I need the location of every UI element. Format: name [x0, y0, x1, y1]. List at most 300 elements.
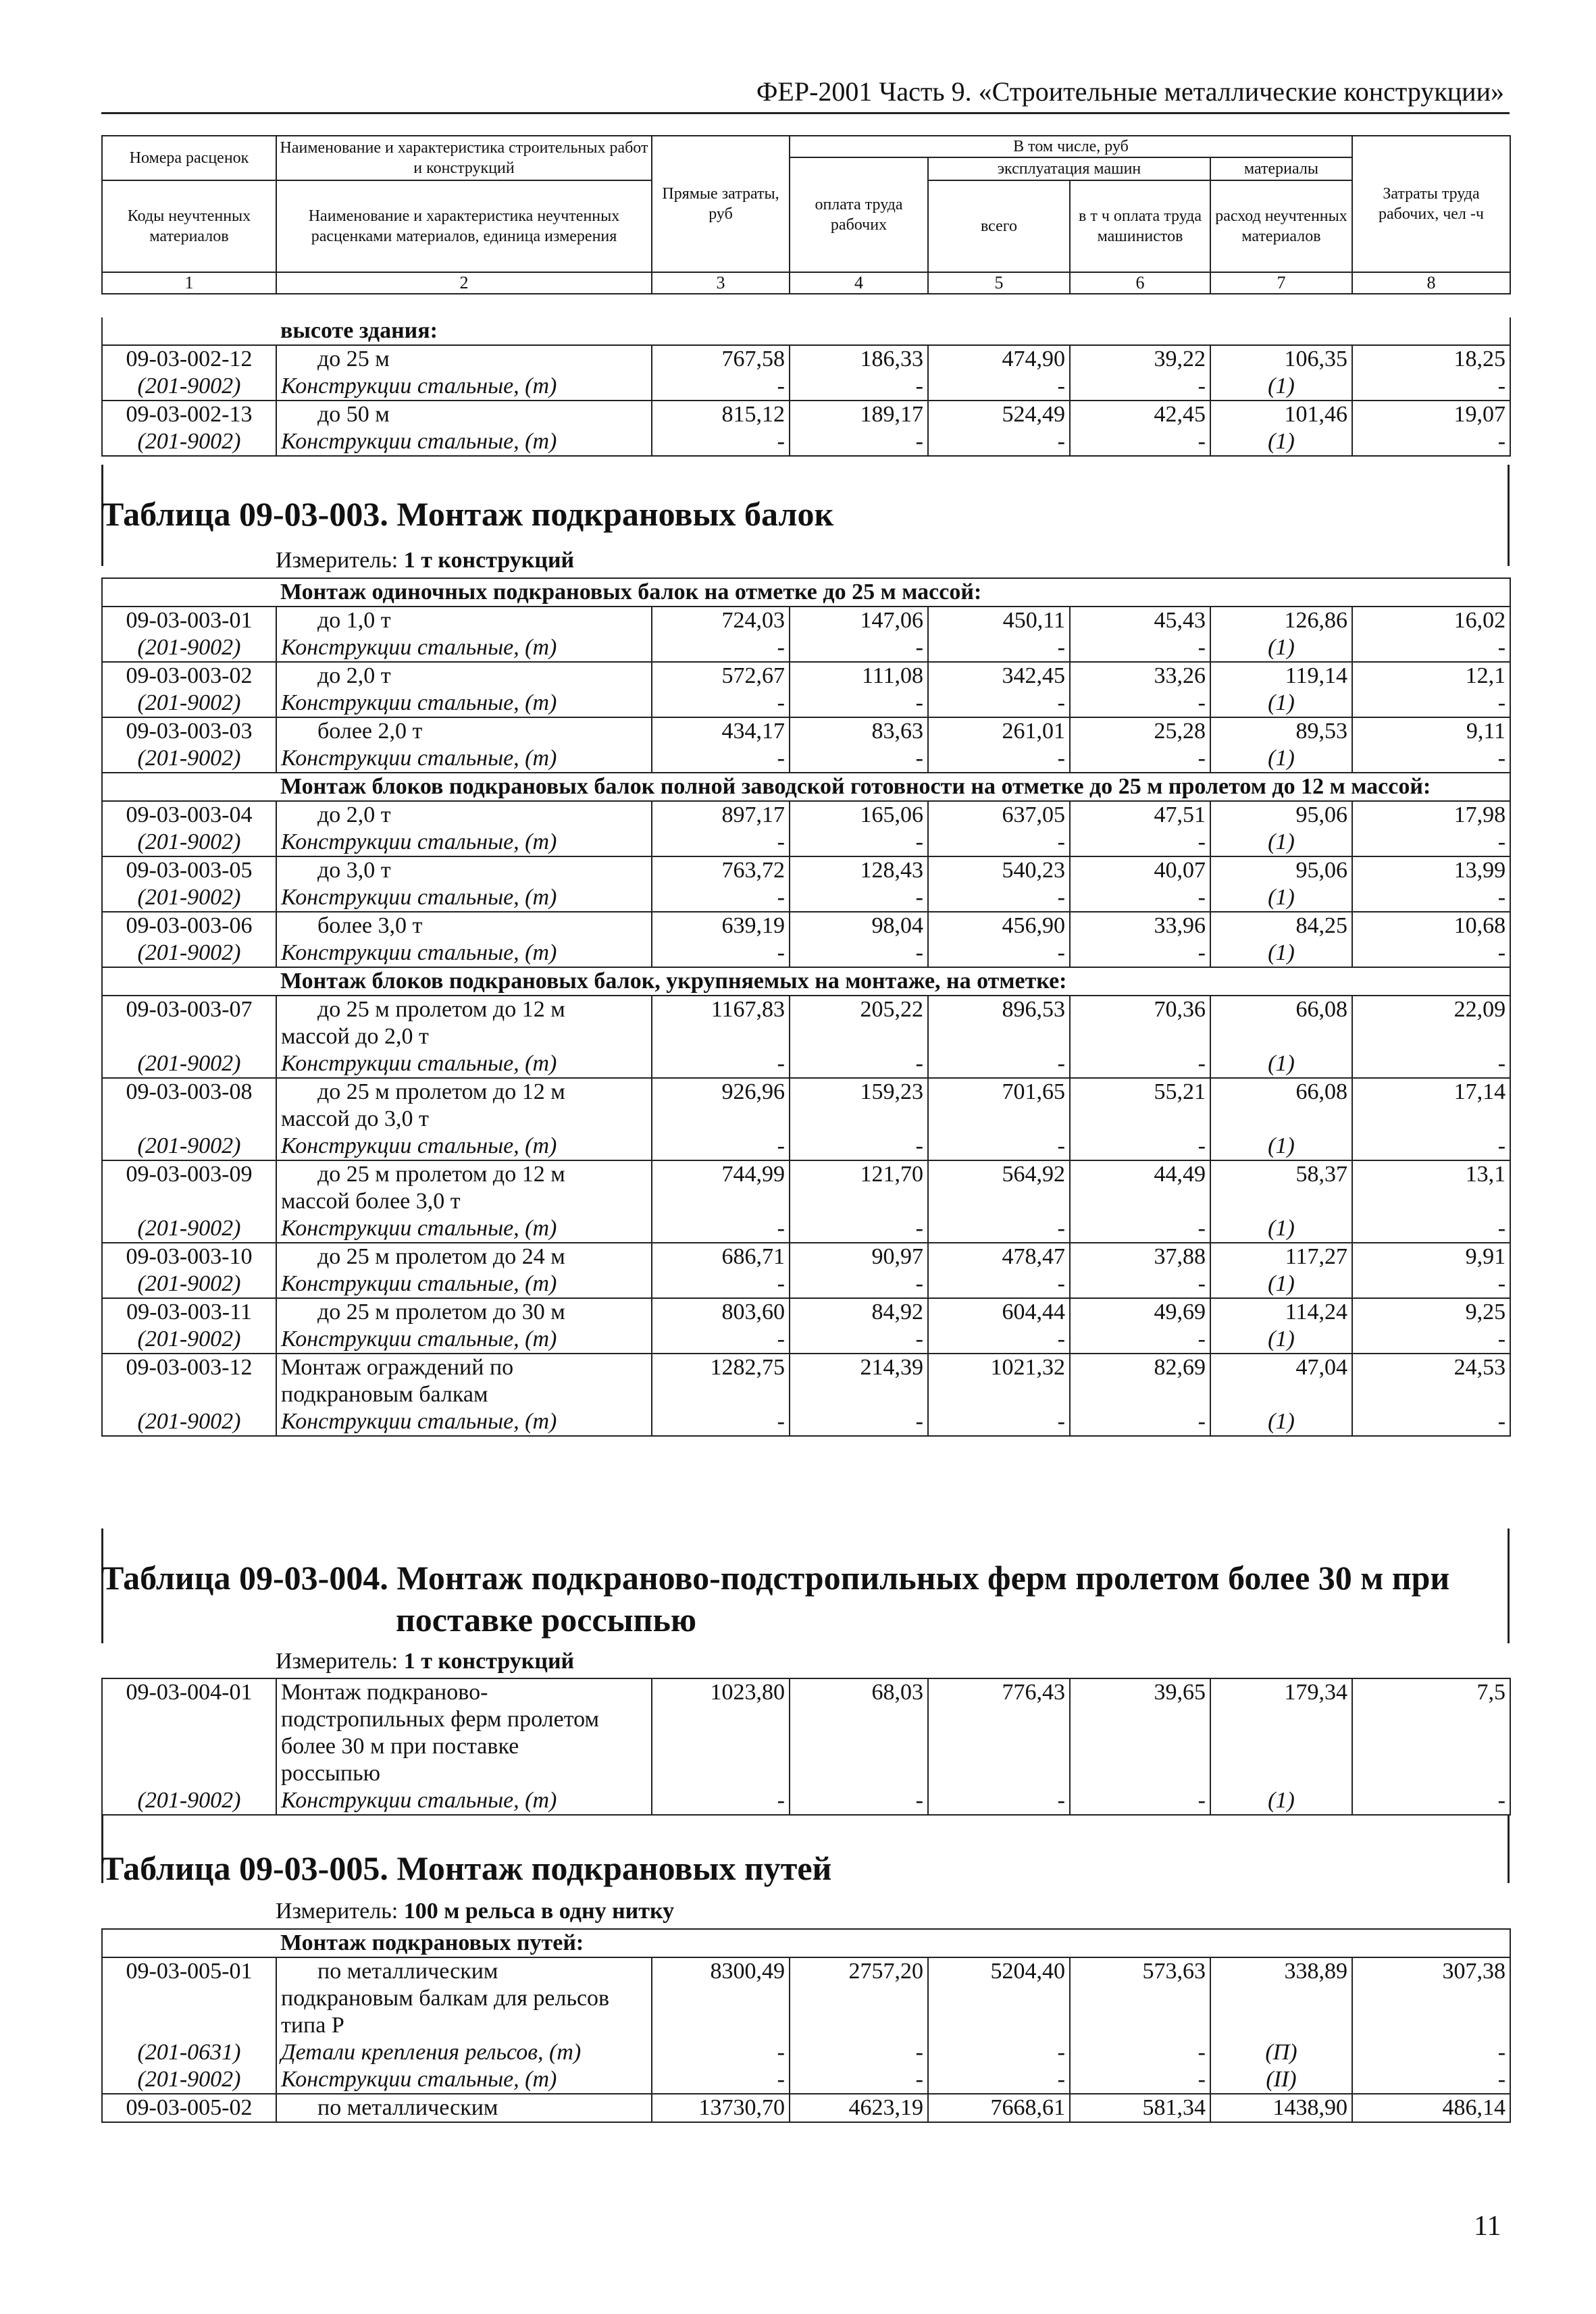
column-number-row [102, 272, 1510, 294]
material-value: - [652, 940, 790, 967]
caption-line: Таблица 09-03-004. Монтаж подкраново-подстропильных ферм пролетом более 30 м при [101, 1559, 1450, 1597]
rate-code: 09-03-003-04 [102, 801, 276, 829]
labor-hours: 22,09 [1352, 996, 1510, 1050]
materials-cost: 101,46 [1210, 401, 1352, 428]
material-code: (201-9002) [102, 373, 276, 401]
material-quantity: (1) [1210, 1787, 1352, 1815]
material-code: (201-9002) [102, 1270, 276, 1298]
direct-cost: 767,58 [652, 345, 790, 373]
col2-header-bottom: Наименование и характеристика неучтенных расценками материалов, единица измерения [276, 180, 652, 272]
rate-name-line: подкрановым балкам для рельсов [281, 1986, 610, 2011]
material-quantity: (1) [1210, 690, 1352, 717]
machinist-pay: 82,69 [1070, 1354, 1210, 1408]
direct-cost: 724,03 [652, 607, 790, 634]
labor-pay: 186,33 [790, 345, 928, 373]
table-row [102, 1957, 1510, 2039]
material-value: - [790, 1787, 928, 1815]
table-row [102, 401, 1510, 428]
material-code: (201-9002) [102, 1050, 276, 1078]
machinist-pay: 39,22 [1070, 345, 1210, 373]
materials-cost: 338,89 [1210, 1957, 1352, 2039]
material-value: - [928, 2039, 1070, 2066]
direct-cost: 686,71 [652, 1243, 790, 1270]
rate-name-line: по металлическим [317, 1959, 498, 1984]
material-value: - [928, 1215, 1070, 1243]
material-code: (201-9002) [102, 428, 276, 456]
table-caption-004 [101, 1557, 1449, 1641]
rate-code: 09-03-005-01 [102, 1957, 276, 2039]
table-row [102, 1078, 1510, 1133]
material-quantity: (1) [1210, 373, 1352, 401]
machines-total: 604,44 [928, 1298, 1070, 1326]
material-value: - [652, 428, 790, 456]
rate-name-line: подкрановым балкам [281, 1382, 488, 1407]
col-number: 6 [1070, 272, 1210, 294]
machines-total: 896,53 [928, 996, 1070, 1050]
table-row [102, 996, 1510, 1050]
direct-cost: 13730,70 [652, 2094, 790, 2122]
labor-pay: 4623,19 [790, 2094, 928, 2122]
column-header-table [101, 135, 1511, 294]
material-value: - [1070, 428, 1210, 456]
rate-name: до 1,0 т [276, 607, 652, 634]
machines-total: 524,49 [928, 401, 1070, 428]
rate-code: 09-03-003-05 [102, 856, 276, 884]
rate-code: 09-03-003-12 [102, 1354, 276, 1408]
material-value: - [928, 2066, 1070, 2094]
material-value: - [928, 373, 1070, 401]
labor-hours: 7,5 [1352, 1678, 1510, 1787]
group-header: В том числе, руб [790, 136, 1352, 157]
labor-hours: 17,14 [1352, 1078, 1510, 1133]
direct-cost: 803,60 [652, 1298, 790, 1326]
rate-name: до 25 м [276, 345, 652, 373]
rate-name-line: массой до 2,0 т [281, 1024, 429, 1049]
material-code: (201-9002) [102, 940, 276, 967]
machinist-pay: 573,63 [1070, 1957, 1210, 2039]
rate-name: до 2,0 т [276, 801, 652, 829]
direct-cost: 763,72 [652, 856, 790, 884]
rate-code: 09-03-003-01 [102, 607, 276, 634]
rate-name-line: Монтаж ограждений по [281, 1355, 514, 1380]
rate-name [276, 1354, 652, 1408]
material-row [102, 373, 1510, 401]
material-name: Конструкции стальные, (т) [276, 373, 652, 401]
machinist-pay: 37,88 [1070, 1243, 1210, 1270]
labor-pay: 165,06 [790, 801, 928, 829]
rate-name: до 3,0 т [276, 856, 652, 884]
machinist-pay: 581,34 [1070, 2094, 1210, 2122]
materials-cost: 119,14 [1210, 662, 1352, 690]
col1-header-bottom: Коды неучтенных материалов [102, 180, 276, 272]
material-value: - [652, 884, 790, 912]
materials-cost: 95,06 [1210, 801, 1352, 829]
rate-name [276, 1078, 652, 1133]
page-number: 11 [1474, 2211, 1501, 2242]
rate-name-line: до 25 м пролетом до 12 м [317, 1162, 565, 1187]
col-number: 4 [790, 272, 928, 294]
col-number: 1 [102, 272, 276, 294]
materials-cost: 117,27 [1210, 1243, 1352, 1270]
machines-total: 478,47 [928, 1243, 1070, 1270]
machines-total: 450,11 [928, 607, 1070, 634]
material-value: - [790, 2039, 928, 2066]
col-number: 8 [1352, 272, 1510, 294]
machines-total: 701,65 [928, 1078, 1070, 1133]
rate-code: 09-03-002-12 [102, 345, 276, 373]
material-value: - [1352, 373, 1510, 401]
direct-cost: 897,17 [652, 801, 790, 829]
material-value: - [928, 829, 1070, 856]
material-name: Конструкции стальные, (т) [276, 1133, 652, 1160]
material-value: - [1070, 1408, 1210, 1436]
labor-hours: 307,38 [1352, 1957, 1510, 2039]
material-value: - [652, 1215, 790, 1243]
material-value: - [1070, 373, 1210, 401]
machines-total: 261,01 [928, 717, 1070, 745]
material-value: - [652, 1133, 790, 1160]
machines-total: 456,90 [928, 912, 1070, 940]
material-code: (201-9002) [102, 884, 276, 912]
material-name: Конструкции стальные, (т) [276, 2066, 652, 2094]
material-code: (201-9002) [102, 634, 276, 662]
material-value: - [1070, 1215, 1210, 1243]
material-code: (201-9002) [102, 1326, 276, 1354]
section-spacer [102, 967, 276, 996]
labor-hours: 13,1 [1352, 1160, 1510, 1215]
section-row [102, 578, 1510, 607]
labor-pay: 147,06 [790, 607, 928, 634]
machinist-pay: 44,49 [1070, 1160, 1210, 1215]
machines-total: 1021,32 [928, 1354, 1070, 1408]
material-row [102, 2039, 1510, 2066]
col-number: 2 [276, 272, 652, 294]
material-code: (201-0631) [102, 2039, 276, 2066]
material-value: - [1352, 634, 1510, 662]
material-quantity: (1) [1210, 884, 1352, 912]
table-row [102, 2094, 1510, 2122]
material-quantity: (1) [1210, 634, 1352, 662]
material-name: Конструкции стальные, (т) [276, 745, 652, 773]
rate-name-line: до 25 м пролетом до 12 м [317, 997, 565, 1022]
material-value: - [652, 2039, 790, 2066]
material-name: Конструкции стальные, (т) [276, 940, 652, 967]
machinist-pay: 25,28 [1070, 717, 1210, 745]
rate-name-line: массой до 3,0 т [281, 1106, 429, 1131]
labor-pay: 214,39 [790, 1354, 928, 1408]
material-value: - [1352, 2066, 1510, 2094]
rate-name [276, 1678, 652, 1787]
measure-005 [276, 1898, 674, 1925]
material-value: - [1070, 1270, 1210, 1298]
table-row [102, 1298, 1510, 1326]
material-value: - [1070, 1133, 1210, 1160]
table-row [102, 717, 1510, 745]
material-quantity: (1) [1210, 1270, 1352, 1298]
material-value: - [928, 884, 1070, 912]
labor-hours: 9,91 [1352, 1243, 1510, 1270]
col4-header: оплата труда рабочих [790, 157, 928, 272]
material-row [102, 1133, 1510, 1160]
table-row [102, 1354, 1510, 1408]
col-number: 7 [1210, 272, 1352, 294]
rate-name: до 50 м [276, 401, 652, 428]
material-value: - [928, 428, 1070, 456]
table-005 [101, 1928, 1511, 2123]
rate-code: 09-03-003-06 [102, 912, 276, 940]
material-quantity: (II) [1210, 2066, 1352, 2094]
material-value: - [1352, 884, 1510, 912]
material-quantity: (1) [1210, 829, 1352, 856]
machinist-pay: 42,45 [1070, 401, 1210, 428]
measure-label: Измеритель: [276, 1649, 398, 1674]
material-row [102, 1215, 1510, 1243]
direct-cost: 926,96 [652, 1078, 790, 1133]
material-quantity: (1) [1210, 1215, 1352, 1243]
rate-code: 09-03-002-13 [102, 401, 276, 428]
material-quantity: (П) [1210, 2039, 1352, 2066]
machines-total: 637,05 [928, 801, 1070, 829]
machines-total: 564,92 [928, 1160, 1070, 1215]
table-row [102, 1678, 1510, 1787]
material-name: Конструкции стальные, (т) [276, 829, 652, 856]
material-value: - [790, 428, 928, 456]
machines-header: эксплуатация машин [928, 157, 1210, 180]
table-004 [101, 1678, 1511, 1816]
material-value: - [1352, 428, 1510, 456]
machinist-pay: 40,07 [1070, 856, 1210, 884]
rate-name-line: массой более 3,0 т [281, 1189, 461, 1214]
material-name: Конструкции стальные, (т) [276, 690, 652, 717]
material-value: - [1352, 1215, 1510, 1243]
material-value: - [790, 745, 928, 773]
material-quantity: (1) [1210, 1050, 1352, 1078]
material-value: - [928, 1050, 1070, 1078]
labor-pay: 121,70 [790, 1160, 928, 1215]
material-quantity: (1) [1210, 1326, 1352, 1354]
materials-cost: 114,24 [1210, 1298, 1352, 1326]
material-value: - [1070, 634, 1210, 662]
rate-name: до 2,0 т [276, 662, 652, 690]
header-title: ФЕР-2001 Часть 9. «Строительные металлические конструкции» [756, 76, 1504, 107]
material-value: - [652, 1270, 790, 1298]
labor-hours: 12,1 [1352, 662, 1510, 690]
material-value: - [652, 690, 790, 717]
rate-name: по металлическим [276, 2094, 652, 2122]
labor-hours: 16,02 [1352, 607, 1510, 634]
rate-name [276, 1160, 652, 1215]
section-title: высоте здания: [276, 317, 1510, 345]
col1-header-top: Номера расценок [102, 136, 276, 180]
rate-name [276, 996, 652, 1050]
table-row [102, 607, 1510, 634]
machinist-pay: 70,36 [1070, 996, 1210, 1050]
labor-hours: 24,53 [1352, 1354, 1510, 1408]
material-name: Конструкции стальные, (т) [276, 1326, 652, 1354]
material-value: - [928, 690, 1070, 717]
labor-pay: 189,17 [790, 401, 928, 428]
material-value: - [1352, 829, 1510, 856]
material-name: Конструкции стальные, (т) [276, 1270, 652, 1298]
material-row [102, 884, 1510, 912]
materials-cost: 66,08 [1210, 1078, 1352, 1133]
section-title: Монтаж подкрановых путей: [276, 1929, 1510, 1957]
material-row [102, 1050, 1510, 1078]
section-title: Монтаж блоков подкрановых балок полной заводской готовности на отметке до 25 м пролетом до 12 м массой: [276, 773, 1510, 801]
material-value: - [652, 829, 790, 856]
direct-cost: 434,17 [652, 717, 790, 745]
material-row [102, 745, 1510, 773]
direct-cost: 572,67 [652, 662, 790, 690]
material-name: Конструкции стальные, (т) [276, 884, 652, 912]
rate-name: более 3,0 т [276, 912, 652, 940]
rate-name-line: более 30 м при поставке [281, 1734, 519, 1759]
material-value: - [790, 373, 928, 401]
material-value: - [652, 634, 790, 662]
rate-code: 09-03-003-02 [102, 662, 276, 690]
material-value: - [1352, 940, 1510, 967]
material-value: - [1070, 690, 1210, 717]
section-spacer [102, 578, 276, 607]
measure-label: Измеритель: [276, 548, 398, 573]
material-value: - [928, 1326, 1070, 1354]
materials-cost: 126,86 [1210, 607, 1352, 634]
material-row [102, 1270, 1510, 1298]
material-value: - [790, 1270, 928, 1298]
material-value: - [1352, 1326, 1510, 1354]
material-name: Конструкции стальные, (т) [276, 1408, 652, 1436]
section-row [102, 967, 1510, 996]
rate-name: до 25 м пролетом до 30 м [276, 1298, 652, 1326]
rate-name [276, 1957, 652, 2039]
rate-name-line: до 25 м пролетом до 12 м [317, 1079, 565, 1104]
material-value: - [1352, 1270, 1510, 1298]
labor-pay: 111,08 [790, 662, 928, 690]
rate-name-line: типа Р [281, 2013, 344, 2038]
material-value: - [1070, 2039, 1210, 2066]
material-value: - [1352, 1050, 1510, 1078]
material-value: - [1070, 829, 1210, 856]
labor-hours: 10,68 [1352, 912, 1510, 940]
material-value: - [928, 1408, 1070, 1436]
material-value: - [652, 745, 790, 773]
labor-pay: 83,63 [790, 717, 928, 745]
material-code: (201-9002) [102, 2066, 276, 2094]
col-number: 5 [928, 272, 1070, 294]
material-value: - [1070, 1326, 1210, 1354]
labor-hours: 17,98 [1352, 801, 1510, 829]
measure-value: 1 т конструкций [403, 1649, 575, 1674]
table-row [102, 1243, 1510, 1270]
section-spacer [102, 773, 276, 801]
material-name: Конструкции стальные, (т) [276, 634, 652, 662]
material-value: - [1070, 2066, 1210, 2094]
material-value: - [790, 634, 928, 662]
direct-cost: 639,19 [652, 912, 790, 940]
labor-pay: 90,97 [790, 1243, 928, 1270]
material-value: - [790, 1050, 928, 1078]
section-title: Монтаж одиночных подкрановых балок на отметке до 25 м массой: [276, 578, 1510, 607]
material-code: (201-9002) [102, 829, 276, 856]
rate-code: 09-03-003-08 [102, 1078, 276, 1133]
direct-cost: 815,12 [652, 401, 790, 428]
material-value: - [652, 2066, 790, 2094]
material-value: - [790, 940, 928, 967]
material-value: - [652, 373, 790, 401]
measure-label: Измеритель: [276, 1899, 398, 1924]
material-value: - [1352, 1133, 1510, 1160]
material-code: (201-9002) [102, 690, 276, 717]
labor-hours: 13,99 [1352, 856, 1510, 884]
material-code: (201-9002) [102, 1133, 276, 1160]
materials-cost: 47,04 [1210, 1354, 1352, 1408]
machinist-pay: 33,26 [1070, 662, 1210, 690]
table-caption-003: Таблица 09-03-003. Монтаж подкрановых балок [101, 495, 834, 533]
material-row [102, 2066, 1510, 2094]
material-value: - [1070, 940, 1210, 967]
material-value: - [652, 1326, 790, 1354]
materials-cost: 84,25 [1210, 912, 1352, 940]
rate-name-line: россыпью [281, 1761, 380, 1786]
material-value: - [928, 634, 1070, 662]
block1-table [101, 317, 1511, 457]
material-code: (201-9002) [102, 1408, 276, 1436]
material-name: Конструкции стальные, (т) [276, 1215, 652, 1243]
direct-cost: 8300,49 [652, 1957, 790, 2039]
material-value: - [790, 2066, 928, 2094]
section-row [102, 773, 1510, 801]
material-value: - [928, 1270, 1070, 1298]
labor-pay: 128,43 [790, 856, 928, 884]
labor-pay: 98,04 [790, 912, 928, 940]
material-value: - [790, 1133, 928, 1160]
material-row [102, 1326, 1510, 1354]
material-quantity: (1) [1210, 940, 1352, 967]
material-value: - [1352, 1787, 1510, 1815]
col-number: 3 [652, 272, 790, 294]
machinist-pay: 39,65 [1070, 1678, 1210, 1787]
labor-hours: 9,11 [1352, 717, 1510, 745]
material-value: - [928, 940, 1070, 967]
material-value: - [790, 1326, 928, 1354]
material-value: - [790, 1215, 928, 1243]
machinist-pay: 47,51 [1070, 801, 1210, 829]
col6-header: в т ч оплата труда машинистов [1070, 180, 1210, 272]
col5-header: всего [928, 180, 1070, 272]
material-value: - [1070, 1787, 1210, 1815]
material-quantity: (1) [1210, 1408, 1352, 1436]
measure-004 [276, 1648, 574, 1675]
material-row [102, 690, 1510, 717]
materials-cost: 89,53 [1210, 717, 1352, 745]
labor-pay: 68,03 [790, 1678, 928, 1787]
material-code: (201-9002) [102, 745, 276, 773]
page-header [101, 72, 1510, 114]
rate-name: более 2,0 т [276, 717, 652, 745]
material-code: (201-9002) [102, 1787, 276, 1815]
material-value: - [1070, 884, 1210, 912]
material-value: - [790, 690, 928, 717]
rate-code: 09-03-005-02 [102, 2094, 276, 2122]
material-name: Конструкции стальные, (т) [276, 1787, 652, 1815]
material-value: - [790, 1408, 928, 1436]
rate-code: 09-03-004-01 [102, 1678, 276, 1787]
measure-value: 100 м рельса в одну нитку [403, 1899, 675, 1924]
material-value: - [652, 1787, 790, 1815]
material-value: - [790, 884, 928, 912]
labor-pay: 205,22 [790, 996, 928, 1050]
material-value: - [1352, 1408, 1510, 1436]
